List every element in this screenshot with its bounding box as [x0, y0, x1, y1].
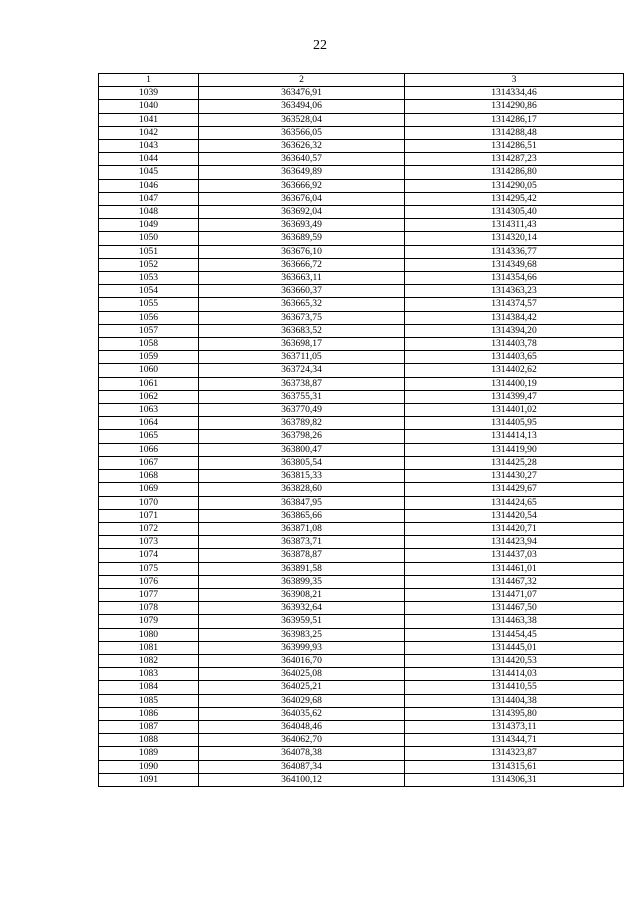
table-row	[99, 496, 624, 509]
table-cell: 1314429,67	[405, 483, 624, 496]
table-cell: 1314414,03	[405, 668, 624, 681]
table-cell: 1064	[99, 417, 199, 430]
table-cell: 1041	[99, 113, 199, 126]
table-cell: 363663,11	[199, 272, 405, 285]
table-row	[99, 404, 624, 417]
table-cell: 364048,46	[199, 720, 405, 733]
table-cell: 363789,82	[199, 417, 405, 430]
table-cell: 1314420,53	[405, 654, 624, 667]
table-cell: 363528,04	[199, 113, 405, 126]
table-body	[99, 87, 624, 787]
table-cell: 1314461,01	[405, 562, 624, 575]
table-cell: 1314334,46	[405, 87, 624, 100]
table-cell: 1314467,50	[405, 602, 624, 615]
table-cell: 363665,32	[199, 298, 405, 311]
table-cell: 1045	[99, 166, 199, 179]
table-row	[99, 734, 624, 747]
table-cell: 363828,60	[199, 483, 405, 496]
table-row	[99, 351, 624, 364]
table-cell: 363660,37	[199, 285, 405, 298]
table-cell: 1052	[99, 258, 199, 271]
table-cell: 363711,05	[199, 351, 405, 364]
table-row	[99, 364, 624, 377]
table-row	[99, 87, 624, 100]
table-cell: 1314405,95	[405, 417, 624, 430]
table-cell: 1068	[99, 470, 199, 483]
table-cell: 1051	[99, 245, 199, 258]
table-cell: 364062,70	[199, 734, 405, 747]
table-cell: 1081	[99, 641, 199, 654]
table-cell: 363738,87	[199, 377, 405, 390]
table-cell: 1060	[99, 364, 199, 377]
table-cell: 1314410,55	[405, 681, 624, 694]
table-row	[99, 747, 624, 760]
table-cell: 1063	[99, 404, 199, 417]
table-cell: 363755,31	[199, 390, 405, 403]
table-cell: 363891,58	[199, 562, 405, 575]
table-cell: 1080	[99, 628, 199, 641]
table-cell: 363676,04	[199, 192, 405, 205]
table-cell: 363908,21	[199, 588, 405, 601]
table-cell: 1314424,65	[405, 496, 624, 509]
table-cell: 364100,12	[199, 773, 405, 786]
table-cell: 1056	[99, 311, 199, 324]
table-cell: 1074	[99, 549, 199, 562]
table-row	[99, 417, 624, 430]
table-cell: 1314420,71	[405, 522, 624, 535]
table-cell: 1314414,13	[405, 430, 624, 443]
table-cell: 363815,33	[199, 470, 405, 483]
table-row	[99, 575, 624, 588]
table-cell: 364025,21	[199, 681, 405, 694]
page-number: 22	[313, 38, 327, 53]
table-cell: 363873,71	[199, 536, 405, 549]
table-cell: 364029,68	[199, 694, 405, 707]
table-cell: 1066	[99, 443, 199, 456]
table-cell: 1314286,17	[405, 113, 624, 126]
table-cell: 1314445,01	[405, 641, 624, 654]
table-row	[99, 140, 624, 153]
table-cell: 1073	[99, 536, 199, 549]
table-row	[99, 707, 624, 720]
table-cell: 1058	[99, 338, 199, 351]
table-cell: 364016,70	[199, 654, 405, 667]
table-row	[99, 628, 624, 641]
table-cell: 1085	[99, 694, 199, 707]
table-cell: 1090	[99, 760, 199, 773]
table-cell: 363692,04	[199, 206, 405, 219]
table-cell: 1091	[99, 773, 199, 786]
table-cell: 363566,05	[199, 126, 405, 139]
table-cell: 364035,62	[199, 707, 405, 720]
table-cell: 1077	[99, 588, 199, 601]
table-cell: 363494,06	[199, 100, 405, 113]
table-cell: 363932,64	[199, 602, 405, 615]
table-cell: 1314336,77	[405, 245, 624, 258]
table-cell: 1314315,61	[405, 760, 624, 773]
table-cell: 1087	[99, 720, 199, 733]
table-cell: 363476,91	[199, 87, 405, 100]
table-cell: 1314403,65	[405, 351, 624, 364]
table-cell: 1314374,57	[405, 298, 624, 311]
table-cell: 363693,49	[199, 219, 405, 232]
table-row	[99, 615, 624, 628]
table-row	[99, 113, 624, 126]
table-cell: 363871,08	[199, 522, 405, 535]
table-cell: 1084	[99, 681, 199, 694]
table-row	[99, 311, 624, 324]
table-cell: 1067	[99, 456, 199, 469]
table-row	[99, 668, 624, 681]
table-cell: 1314290,86	[405, 100, 624, 113]
table-cell: 1314354,66	[405, 272, 624, 285]
table-cell: 1083	[99, 668, 199, 681]
table-row	[99, 192, 624, 205]
table-row	[99, 430, 624, 443]
table-cell: 363770,49	[199, 404, 405, 417]
table-cell: 1314349,68	[405, 258, 624, 271]
table-cell: 1057	[99, 324, 199, 337]
table-row	[99, 720, 624, 733]
table-row	[99, 549, 624, 562]
table-row	[99, 232, 624, 245]
table-header-row	[99, 74, 624, 87]
table-cell: 1314437,03	[405, 549, 624, 562]
table-row	[99, 126, 624, 139]
table-row	[99, 760, 624, 773]
table-cell: 1046	[99, 179, 199, 192]
table-cell: 363683,52	[199, 324, 405, 337]
table-cell: 1059	[99, 351, 199, 364]
table-row	[99, 641, 624, 654]
table-cell: 1314286,51	[405, 140, 624, 153]
table-row	[99, 179, 624, 192]
table-cell: 1076	[99, 575, 199, 588]
table-cell: 1314288,48	[405, 126, 624, 139]
table-row	[99, 285, 624, 298]
table-cell: 1314400,19	[405, 377, 624, 390]
table-cell: 364078,38	[199, 747, 405, 760]
table-cell: 1314373,11	[405, 720, 624, 733]
table-cell: 363983,25	[199, 628, 405, 641]
table-cell: 1048	[99, 206, 199, 219]
table-cell: 363649,89	[199, 166, 405, 179]
coordinates-table	[98, 73, 624, 787]
table-cell: 363724,34	[199, 364, 405, 377]
table-row	[99, 694, 624, 707]
table-cell: 363666,72	[199, 258, 405, 271]
table-row	[99, 206, 624, 219]
table-cell: 1314430,27	[405, 470, 624, 483]
table-cell: 1314463,38	[405, 615, 624, 628]
table-cell: 363673,75	[199, 311, 405, 324]
table-cell: 1314454,45	[405, 628, 624, 641]
table-cell: 363959,51	[199, 615, 405, 628]
table-row	[99, 443, 624, 456]
table-cell: 1042	[99, 126, 199, 139]
table-cell: 1314323,87	[405, 747, 624, 760]
table-cell: 1314384,42	[405, 311, 624, 324]
table-cell: 1314287,23	[405, 153, 624, 166]
table-cell: 363698,17	[199, 338, 405, 351]
table-cell: 1314305,40	[405, 206, 624, 219]
table-cell: 1314471,07	[405, 588, 624, 601]
table-cell: 363999,93	[199, 641, 405, 654]
column-header: 2	[199, 74, 405, 87]
table-cell: 363899,35	[199, 575, 405, 588]
table-cell: 1069	[99, 483, 199, 496]
table-cell: 1070	[99, 496, 199, 509]
table-cell: 1314425,28	[405, 456, 624, 469]
table-cell: 1078	[99, 602, 199, 615]
table-cell: 1039	[99, 87, 199, 100]
table-row	[99, 390, 624, 403]
table-row	[99, 377, 624, 390]
table-cell: 1072	[99, 522, 199, 535]
table-row	[99, 272, 624, 285]
table-cell: 1053	[99, 272, 199, 285]
table-cell: 1314344,71	[405, 734, 624, 747]
table-cell: 364025,08	[199, 668, 405, 681]
table-row	[99, 324, 624, 337]
table-cell: 1314419,90	[405, 443, 624, 456]
table-row	[99, 470, 624, 483]
table-cell: 363865,66	[199, 509, 405, 522]
table-row	[99, 654, 624, 667]
table-cell: 1055	[99, 298, 199, 311]
table-cell: 1049	[99, 219, 199, 232]
table-row	[99, 219, 624, 232]
table-cell: 1065	[99, 430, 199, 443]
table-row	[99, 536, 624, 549]
table-cell: 1061	[99, 377, 199, 390]
table-cell: 1314401,02	[405, 404, 624, 417]
table-cell: 1089	[99, 747, 199, 760]
table-cell: 1314320,14	[405, 232, 624, 245]
table-cell: 1314295,42	[405, 192, 624, 205]
table-cell: 1314404,38	[405, 694, 624, 707]
table-cell: 1079	[99, 615, 199, 628]
table-row	[99, 258, 624, 271]
table-cell: 1054	[99, 285, 199, 298]
table-cell: 1314363,23	[405, 285, 624, 298]
table-cell: 1047	[99, 192, 199, 205]
table-cell: 1088	[99, 734, 199, 747]
table-cell: 363666,92	[199, 179, 405, 192]
table-row	[99, 166, 624, 179]
table-row	[99, 588, 624, 601]
column-header: 3	[405, 74, 624, 87]
table-row	[99, 602, 624, 615]
table-cell: 363798,26	[199, 430, 405, 443]
table-row	[99, 522, 624, 535]
table-cell: 1314306,31	[405, 773, 624, 786]
table-cell: 1075	[99, 562, 199, 575]
table-row	[99, 153, 624, 166]
table-row	[99, 298, 624, 311]
table-cell: 1043	[99, 140, 199, 153]
table-cell: 1314402,62	[405, 364, 624, 377]
table-cell: 1082	[99, 654, 199, 667]
table-row	[99, 483, 624, 496]
table-cell: 363805,54	[199, 456, 405, 469]
table-row	[99, 100, 624, 113]
table-cell: 1314394,20	[405, 324, 624, 337]
table-cell: 1314286,80	[405, 166, 624, 179]
table-cell: 363847,95	[199, 496, 405, 509]
table-cell: 1071	[99, 509, 199, 522]
table-cell: 1314467,32	[405, 575, 624, 588]
table-cell: 363626,32	[199, 140, 405, 153]
table-cell: 1086	[99, 707, 199, 720]
table-row	[99, 773, 624, 786]
table-row	[99, 456, 624, 469]
table-cell: 1040	[99, 100, 199, 113]
table-cell: 363689,59	[199, 232, 405, 245]
column-header: 1	[99, 74, 199, 87]
table-cell: 363676,10	[199, 245, 405, 258]
table-cell: 364087,34	[199, 760, 405, 773]
table-cell: 363878,87	[199, 549, 405, 562]
table-cell: 1314395,80	[405, 707, 624, 720]
table-cell: 363640,57	[199, 153, 405, 166]
table-cell: 1044	[99, 153, 199, 166]
table-cell: 363800,47	[199, 443, 405, 456]
table-row	[99, 338, 624, 351]
table-cell: 1314403,78	[405, 338, 624, 351]
table-cell: 1050	[99, 232, 199, 245]
table-row	[99, 562, 624, 575]
table-row	[99, 509, 624, 522]
table-row	[99, 681, 624, 694]
table-cell: 1062	[99, 390, 199, 403]
table-cell: 1314399,47	[405, 390, 624, 403]
table-cell: 1314423,94	[405, 536, 624, 549]
table-cell: 1314311,43	[405, 219, 624, 232]
table-row	[99, 245, 624, 258]
table-cell: 1314420,54	[405, 509, 624, 522]
table-cell: 1314290,05	[405, 179, 624, 192]
